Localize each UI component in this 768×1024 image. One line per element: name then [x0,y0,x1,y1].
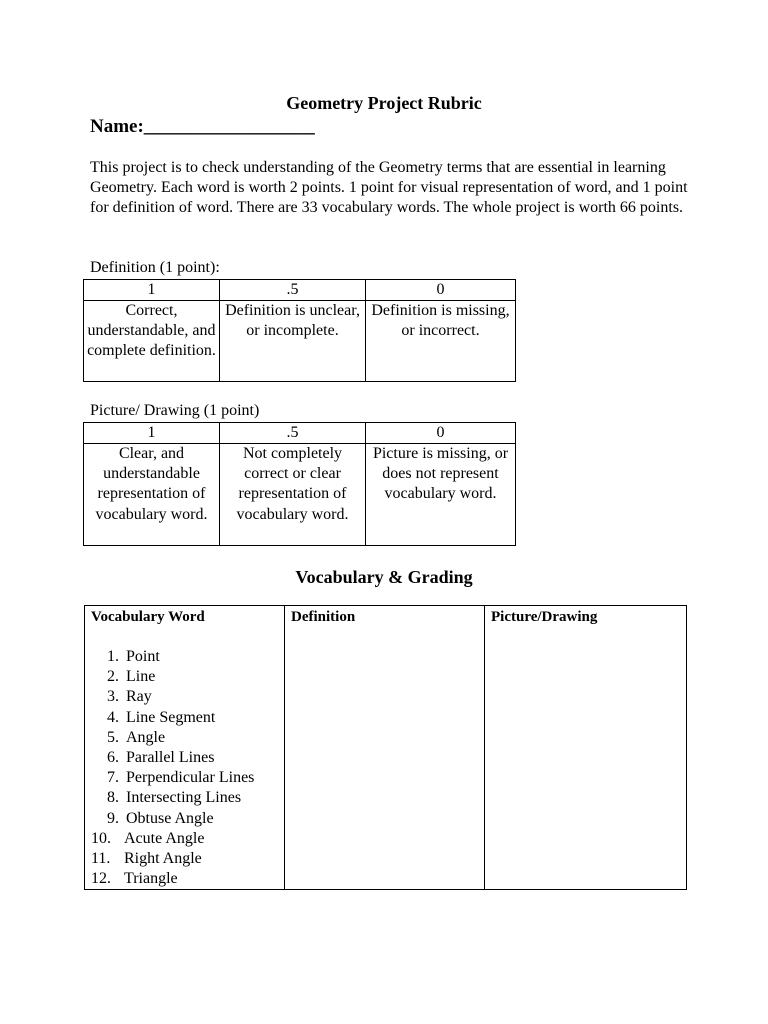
vocab-section-title: Vocabulary & Grading [295,567,473,587]
name-field-label: Name:__________________ [90,116,315,137]
list-item [91,768,278,788]
picture-rubric-caption: Picture/ Drawing (1 point) [90,402,260,419]
list-item-word: Ray [126,688,152,706]
list-item-word: Parallel Lines [126,749,215,767]
rubric-score-half: .5 [220,423,366,444]
list-item-number: 12. [91,870,111,888]
definition-header: Definition [291,609,356,625]
list-item [91,809,278,829]
list-item [91,687,278,707]
list-item-number: 4. [107,708,119,726]
list-item-number: 3. [107,688,119,706]
rubric-score-half: .5 [220,280,366,301]
list-item-number: 8. [107,789,119,807]
list-item [91,728,278,748]
rubric-criteria-row [84,301,516,382]
list-item [91,647,278,667]
picture-rubric-table [83,422,516,546]
document-title: Geometry Project Rubric [286,93,482,113]
list-item [91,849,278,869]
rubric-cell: Clear, and understandable representation of vocabulary word. [84,444,220,546]
list-item-number: 5. [107,728,119,746]
picture-column [485,606,687,890]
list-item-word: Angle [126,728,166,746]
list-item-word: Point [126,648,160,665]
vocab-word-list [91,647,278,889]
rubric-cell: Correct, understandable, and complete definition. [84,301,220,382]
list-item [91,788,278,808]
rubric-score-1: 1 [84,280,220,301]
list-item-number: 1. [107,648,119,665]
vocab-grading-table [84,605,687,890]
list-item-word: Intersecting Lines [126,789,242,807]
rubric-cell: Definition is missing, or incorrect. [366,301,516,382]
rubric-score-0: 0 [366,423,516,444]
rubric-criteria-row [84,444,516,546]
list-item [91,667,278,687]
rubric-score-1: 1 [84,423,220,444]
picture-drawing-header: Picture/Drawing [491,609,598,625]
list-item-number: 7. [107,769,119,787]
list-item [91,708,278,728]
definition-rubric-caption: Definition (1 point): [90,259,220,276]
list-item-number: 11. [91,850,111,868]
rubric-score-0: 0 [366,280,516,301]
list-item-number: 6. [107,749,119,767]
rubric-header-row [84,280,516,301]
list-item-word: Line [126,668,156,686]
list-item-word: Right Angle [124,850,202,868]
list-item-word: Acute Angle [124,829,205,847]
intro-paragraph: This project is to check understanding of the Geometry terms that are essential in learning Geometry. Each word is worth 2 points. 1 point for visual representation of word, and 1 point for definition of word. There are 33 vocabulary words. The whole project is worth 66 points. [90,159,688,217]
rubric-cell: Not completely correct or clear representation of vocabulary word. [220,444,366,546]
list-item-number: 10. [91,829,111,847]
vocab-word-column [85,606,285,890]
list-item [91,748,278,768]
list-item-word: Line Segment [126,708,216,726]
definition-column [285,606,485,890]
list-item-word: Triangle [124,870,178,888]
list-item-word: Perpendicular Lines [126,769,255,787]
rubric-cell: Definition is unclear, or incomplete. [220,301,366,382]
list-item [91,829,278,849]
list-item [91,869,278,889]
definition-rubric-table [83,279,516,382]
list-item-word: Obtuse Angle [126,809,214,827]
vocab-table-row [85,606,687,890]
vocab-word-header: Vocabulary Word [91,609,205,625]
list-item-number: 9. [107,809,119,827]
list-item-number: 2. [107,668,119,686]
rubric-header-row [84,423,516,444]
rubric-cell: Picture is missing, or does not represent vocabulary word. [366,444,516,546]
